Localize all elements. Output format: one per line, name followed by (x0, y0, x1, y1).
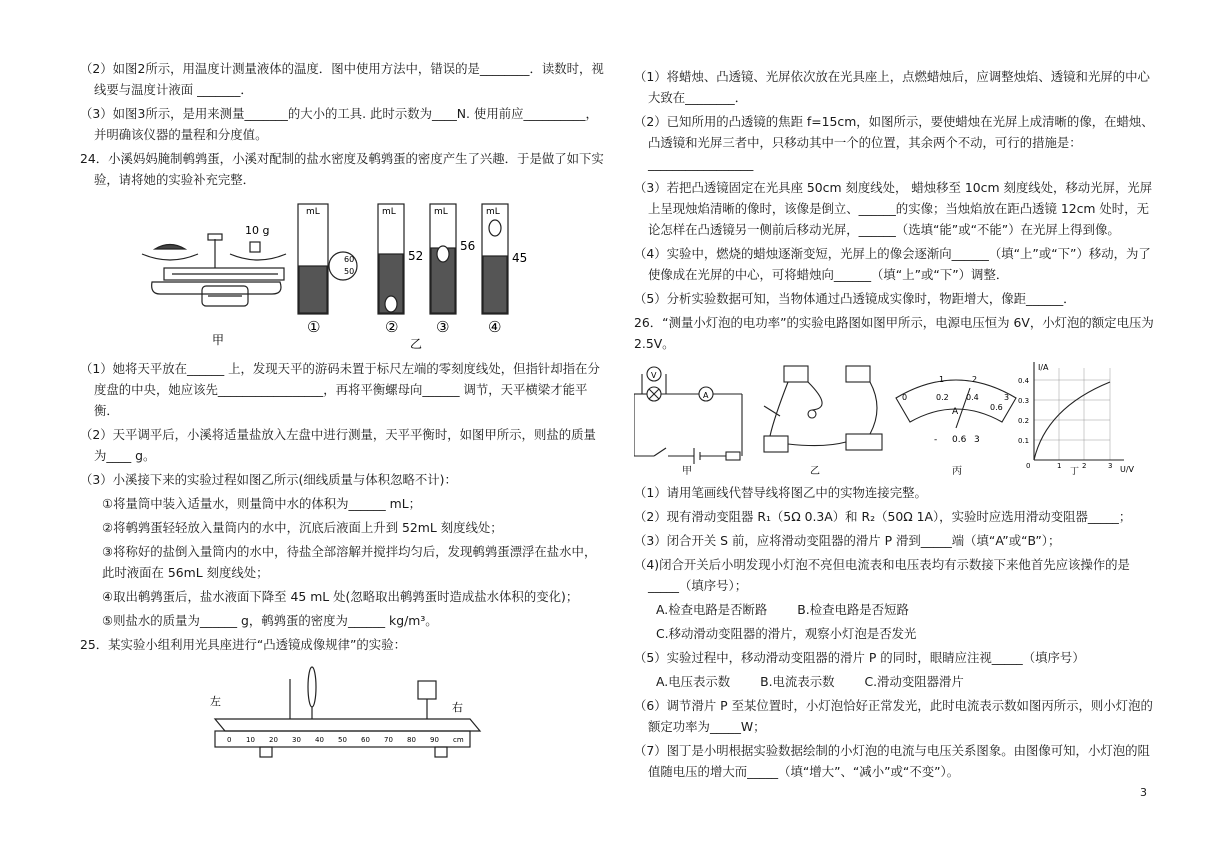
svg-text:40: 40 (315, 736, 324, 744)
q26-5-option-b: B.电流表示数 (760, 674, 835, 689)
q26-part2: （2）现有滑动变阻器 R₁（5Ω 0.3A）和 R₂（50Ω 1A），实验时应选用滑动变阻器_____； (634, 509, 1132, 524)
figure-label-jia: 甲 (682, 466, 692, 477)
zoom-tick-60: 60 (344, 255, 355, 264)
svg-text:30: 30 (292, 736, 301, 744)
optical-bench-figure (80, 659, 605, 769)
q26-part4: （4)闭合开关后小明发现小灯泡不亮但电流表和电压表均有示数接下来他首先应该操作的是_____（填序号）； (634, 557, 1130, 593)
q26-part4-options (634, 599, 1159, 620)
svg-text:0.4: 0.4 (1018, 377, 1030, 385)
q24-part3: （3）小溪接下来的实验过程如图乙所示(细线质量与体积忽略不计)： (80, 472, 457, 487)
q23-part3: （3）如图3所示，是用来测量_______的大小的工具. 此时示数为____N. 使用前应__________，并明确该仪器的量程和分度值。 (80, 106, 598, 142)
svg-text:2: 2 (1082, 462, 1087, 470)
balance-icon (142, 234, 286, 306)
q26-part5: （5）实验过程中，移动滑动变阻器的滑片 P 的同时，眼睛应注视_____（填序号） (634, 650, 1085, 665)
cylinder-2 (378, 204, 404, 314)
svg-text:60: 60 (361, 736, 370, 744)
svg-text:cm: cm (453, 736, 464, 744)
q25-part2: （2）已知所用的凸透镜的焦距 f=15cm，如图所示，要使蜡烛在光屏上成清晰的像，在蜡烛、凸透镜和光屏三者中，只移动其中一个的位置，其余两个不动，可行的措施是：_________________ (634, 114, 1154, 171)
zoom-tick-50: 50 (344, 267, 355, 276)
physical-circuit-icon (764, 366, 882, 452)
balance-and-cylinders-figure (80, 194, 605, 354)
svg-text:1: 1 (939, 375, 945, 384)
reading-45: 45 (512, 251, 528, 265)
graph-y-label: I/A (1038, 363, 1049, 372)
circuit-diagram (634, 367, 742, 464)
cyl4-unit: mL (486, 207, 500, 217)
right-column (634, 66, 1159, 785)
cylinder-4 (482, 204, 508, 314)
meter-unit: A (952, 407, 959, 417)
graph-x-label: U/V (1120, 465, 1135, 474)
iu-graph-grid (1034, 368, 1110, 460)
svg-text:3: 3 (1004, 393, 1010, 402)
q25-intro: 25．某实验小组利用光具座进行“凸透镜成像规律”的实验： (80, 637, 406, 652)
page-number: 3 (1140, 786, 1147, 799)
q26-intro: 26．“测量小灯泡的电功率”的实验电路图如图甲所示，电源电压恒为 6V，小灯泡的额定电压为 2.5V。 (634, 315, 1154, 351)
bench-ruler (227, 736, 464, 744)
circled-2: ② (385, 318, 399, 336)
svg-text:80: 80 (407, 736, 416, 744)
q24-step5: ⑤则盐水的质量为______ g，鹌鹑蛋的密度为______ kg/m³。 (102, 613, 438, 628)
svg-text:0.2: 0.2 (1018, 417, 1030, 425)
circuit-figures (634, 358, 1159, 478)
q26-4-option-a: A.检查电路是否断路 (656, 602, 768, 617)
svg-text:3: 3 (974, 435, 980, 445)
q24-part1: （1）她将天平放在______ 上，发现天平的游码未置于标尺左端的零刻度线处，但指针却指在分度盘的中央，她应该先_________________，再将平衡螺母向______ 调节，天平横梁才能平衡． (80, 361, 600, 418)
cylinder-3 (430, 204, 456, 314)
q26-5-option-c: C.滑动变阻器滑片 (864, 674, 964, 689)
svg-text:10: 10 (246, 736, 255, 744)
figure-label-ding: 丁 (1070, 467, 1080, 477)
circled-1: ① (307, 318, 321, 336)
figure-label-yi: 乙 (410, 337, 423, 351)
q25-part1: （1）将蜡烛、凸透镜、光屏依次放在光具座上，点燃蜡烛后，应调整烛焰、透镜和光屏的中心大致在________． (634, 69, 1150, 105)
q26-part6: （6）调节滑片 P 至某位置时，小灯泡恰好正常发光，此时电流表示数如图丙所示，则小灯泡的额定功率为_____W； (634, 698, 1153, 734)
svg-text:0.1: 0.1 (1018, 437, 1030, 445)
q26-4-option-b: B.检查电路是否短路 (797, 602, 909, 617)
svg-text:0.6: 0.6 (952, 435, 967, 445)
svg-text:0.2: 0.2 (936, 393, 949, 402)
q26-5-option-a: A.电压表示数 (656, 674, 731, 689)
q24-part2: （2）天平调平后，小溪将适量盐放入左盘中进行测量，天平平衡时，如图甲所示，则盐的质量为____ g。 (80, 427, 596, 463)
reading-52: 52 (408, 249, 424, 263)
bench-right-label: 右 (452, 701, 463, 714)
q26-part1: （1）请用笔画线代替导线将图乙中的实物连接完整。 (634, 485, 927, 500)
weight-label: 10 g (245, 224, 270, 237)
q26-part7: （7）图丁是小明根据实验数据绘制的小灯泡的电流与电压关系图象。由图像可知，小灯泡的阻值随电压的增大而_____（填“增大”、“减小”或“不变”）。 (634, 743, 1150, 779)
reading-56: 56 (460, 239, 476, 253)
cyl2-unit: mL (382, 207, 396, 217)
cyl1-unit: mL (306, 207, 320, 217)
figure-label-yi: 乙 (810, 466, 820, 477)
q26-4-option-c: C.移动滑动变阻器的滑片，观察小灯泡是否发光 (656, 626, 917, 641)
q24-intro: 24．小溪妈妈腌制鹌鹑蛋，小溪对配制的盐水密度及鹌鹑蛋的密度产生了兴趣．于是做了如下实验，请将她的实验补充完整． (80, 151, 604, 187)
circled-4: ④ (488, 318, 502, 336)
svg-text:1: 1 (1057, 462, 1062, 470)
svg-text:0.4: 0.4 (966, 393, 979, 402)
bench-left-label: 左 (210, 695, 221, 708)
figure-24 (80, 194, 605, 354)
svg-text:0.6: 0.6 (990, 403, 1003, 412)
ammeter-symbol: A (703, 391, 709, 400)
q26-part5-options (634, 671, 1159, 692)
svg-text:0.3: 0.3 (1018, 397, 1030, 405)
q24-step3: ③将称好的盐倒入量筒内的水中，待盐全部溶解并搅拌均匀后，发现鹌鹑蛋漂浮在盐水中，此时液面在 56mL 刻度线处； (102, 544, 597, 580)
svg-text:20: 20 (269, 736, 278, 744)
q24-step2: ②将鹌鹑蛋轻轻放入量筒内的水中，沉底后液面上升到 52mL 刻度线处； (102, 520, 503, 535)
iu-graph (1034, 362, 1124, 460)
figure-25 (80, 659, 605, 769)
svg-text:90: 90 (430, 736, 439, 744)
q24-step1: ①将量筒中装入适量水，则量筒中水的体积为______ mL； (102, 496, 422, 511)
circled-3: ③ (436, 318, 450, 336)
cyl3-unit: mL (434, 207, 448, 217)
svg-text:70: 70 (384, 736, 393, 744)
q24-step4: ④取出鹌鹑蛋后，盐水液面下降至 45 mL 处(忽略取出鹌鹑蛋时造成盐水体积的变化)； (102, 589, 579, 604)
q25-part4: （4）实验中，燃烧的蜡烛逐渐变短，光屏上的像会逐渐向______（填“上”或“下”）移动，为了使像成在光屏的中心，可将蜡烛向______（填“上”或“下”）调整． (634, 246, 1151, 282)
figure-label-bing: 丙 (952, 466, 962, 477)
q25-part3: （3）若把凸透镜固定在光具座 50cm 刻度线处， 蜡烛移至 10cm 刻度线处，移动光屏，光屏上呈现烛焰清晰的像时，该像是倒立、______的实像；当烛焰放在距凸透镜 12cm 处时，无论怎样在凸透镜另一侧前后移动光屏，______（选填“能”或“不能”）在光屏上得到像。 (634, 180, 1153, 237)
svg-text:3: 3 (1108, 462, 1113, 470)
q26-part3: （3）闭合开关 S 前，应将滑动变阻器的滑片 P 滑到_____端（填“A”或“B”）； (634, 533, 1061, 548)
svg-text:-: - (934, 435, 938, 445)
figure-label-jia: 甲 (212, 333, 225, 347)
svg-text:0: 0 (1026, 462, 1031, 470)
q23-part2: （2）如图2所示，用温度计测量液体的温度．图中使用方法中，错误的是________．读数时，视线要与温度计液面 _______． (80, 61, 604, 97)
figure-26 (634, 358, 1159, 478)
svg-text:0: 0 (227, 736, 232, 744)
q25-part5: （5）分析实验数据可知，当物体通过凸透镜成实像时，物距增大，像距______． (634, 291, 1076, 306)
svg-text:0: 0 (902, 393, 908, 402)
left-column (80, 58, 605, 773)
svg-text:2: 2 (972, 375, 978, 384)
voltmeter-symbol: V (651, 371, 657, 380)
svg-text:50: 50 (338, 736, 347, 744)
